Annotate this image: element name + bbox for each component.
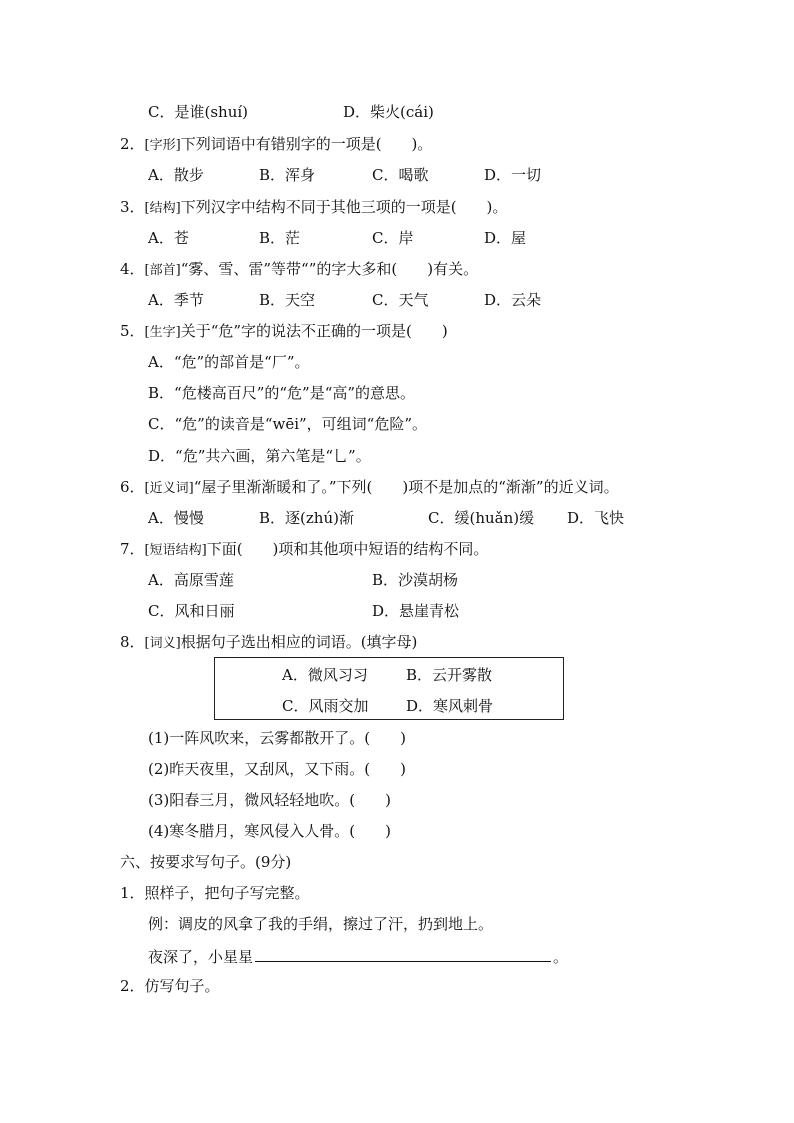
q8-item-2: (2)昨天夜里，又刮风，又下雨。( )	[148, 760, 406, 778]
q7-option-d: D．悬崖青松	[372, 602, 460, 620]
question-tag: [部首]	[144, 263, 181, 278]
section-6-q2	[120, 976, 220, 996]
question-tag: [短语结构]	[144, 543, 207, 558]
question-stem: 下列汉字中结构不同于其他三项的一项是( )。	[180, 198, 508, 216]
q4-option-a: A．季节	[148, 291, 204, 309]
question-stem: 关于“危”字的说法不正确的一项是( )	[180, 322, 448, 340]
q1-option-d: D．柴火(cái)	[343, 103, 434, 121]
q4-option-d: D．云朵	[484, 291, 542, 309]
answer-blank[interactable]	[255, 945, 551, 962]
box-option-b: B．云开雾散	[406, 666, 493, 684]
question-stem: “屋子里渐渐暖和了。”下列( )项不是加点的“渐渐”的近义词。	[193, 478, 619, 496]
question-6	[120, 477, 619, 499]
q2-option-c: C．喝歌	[372, 166, 429, 184]
question-number: 1．	[120, 884, 145, 902]
question-tag: [词义]	[144, 636, 181, 651]
sentence-end: 。	[553, 948, 569, 966]
question-3	[120, 197, 507, 219]
q7-option-c: C．风和日丽	[148, 602, 235, 620]
q6-option-d: D．飞快	[567, 509, 625, 527]
question-4	[120, 259, 478, 281]
box-option-d: D．寒风刺骨	[406, 697, 494, 715]
question-8	[120, 632, 417, 654]
question-number: 2．	[120, 977, 145, 995]
question-7	[120, 539, 488, 561]
q1-option-c: C．是谁(shuí)	[148, 103, 248, 121]
q6-option-a: A．慢慢	[148, 509, 204, 527]
q2-option-b: B．浑身	[259, 166, 316, 184]
question-2	[120, 134, 432, 156]
question-tag: [生字]	[144, 325, 181, 340]
q3-option-a: A．苍	[148, 229, 189, 247]
question-number: 5．	[120, 322, 145, 340]
q8-item-3: (3)阳春三月，微风轻轻地吹。( )	[148, 791, 391, 809]
fill-sentence	[148, 945, 568, 967]
question-stem: “雾、雪、雷”等带“”的字大多和( )有关。	[180, 260, 479, 278]
question-tag: [结构]	[144, 201, 181, 216]
question-number: 7．	[120, 540, 145, 558]
q6-option-b: B．逐(zhú)渐	[259, 509, 354, 527]
q3-option-b: B．茫	[259, 229, 301, 247]
q2-option-a: A．散步	[148, 166, 204, 184]
question-stem: 仿写句子。	[144, 977, 220, 995]
question-number: 2．	[120, 135, 145, 153]
q5-option-d: D．“危”共六画，第六笔是“乚”。	[148, 447, 371, 465]
section-6-title: 六、按要求写句子。(9分)	[120, 853, 292, 871]
q3-option-c: C．岸	[372, 229, 414, 247]
q7-option-a: A．高原雪莲	[148, 571, 234, 589]
box-option-a: A．微风习习	[282, 666, 368, 684]
question-stem: 下面( )项和其他项中短语的结构不同。	[206, 540, 489, 558]
question-number: 4．	[120, 260, 145, 278]
question-tag: [字形]	[144, 138, 181, 153]
question-tag: [近义词]	[144, 481, 194, 496]
question-stem: 根据句子选出相应的词语。(填字母)	[180, 633, 418, 651]
box-option-c: C．风雨交加	[282, 697, 369, 715]
q5-option-c: C．“危”的读音是“wēi”，可组词“危险”。	[148, 415, 428, 433]
q5-option-a: A．“危”的部首是“厂”。	[148, 353, 310, 371]
question-stem: 照样子，把句子写完整。	[144, 884, 310, 902]
q3-option-d: D．屋	[484, 229, 527, 247]
question-5	[120, 321, 448, 343]
question-number: 3．	[120, 198, 145, 216]
section-6-q1	[120, 883, 310, 903]
question-stem: 下列词语中有错别字的一项是( )。	[180, 135, 433, 153]
question-number: 6．	[120, 478, 145, 496]
q6-option-c: C．缓(huǎn)缓	[428, 509, 535, 527]
q7-option-b: B．沙漠胡杨	[372, 571, 459, 589]
word-choice-box	[214, 657, 564, 720]
question-number: 8．	[120, 633, 145, 651]
example-sentence: 例：调皮的风拿了我的手绢，擦过了汗，扔到地上。	[148, 915, 494, 933]
q4-option-b: B．天空	[259, 291, 316, 309]
q8-item-1: (1)一阵风吹来，云雾都散开了。( )	[148, 729, 406, 747]
q8-item-4: (4)寒冬腊月，寒风侵入人骨。( )	[148, 822, 391, 840]
fill-prompt: 夜深了，小星星	[148, 948, 254, 966]
q4-option-c: C．天气	[372, 291, 429, 309]
q2-option-d: D．一切	[484, 166, 542, 184]
q5-option-b: B．“危楼高百尺”的“危”是“高”的意思。	[148, 384, 416, 402]
